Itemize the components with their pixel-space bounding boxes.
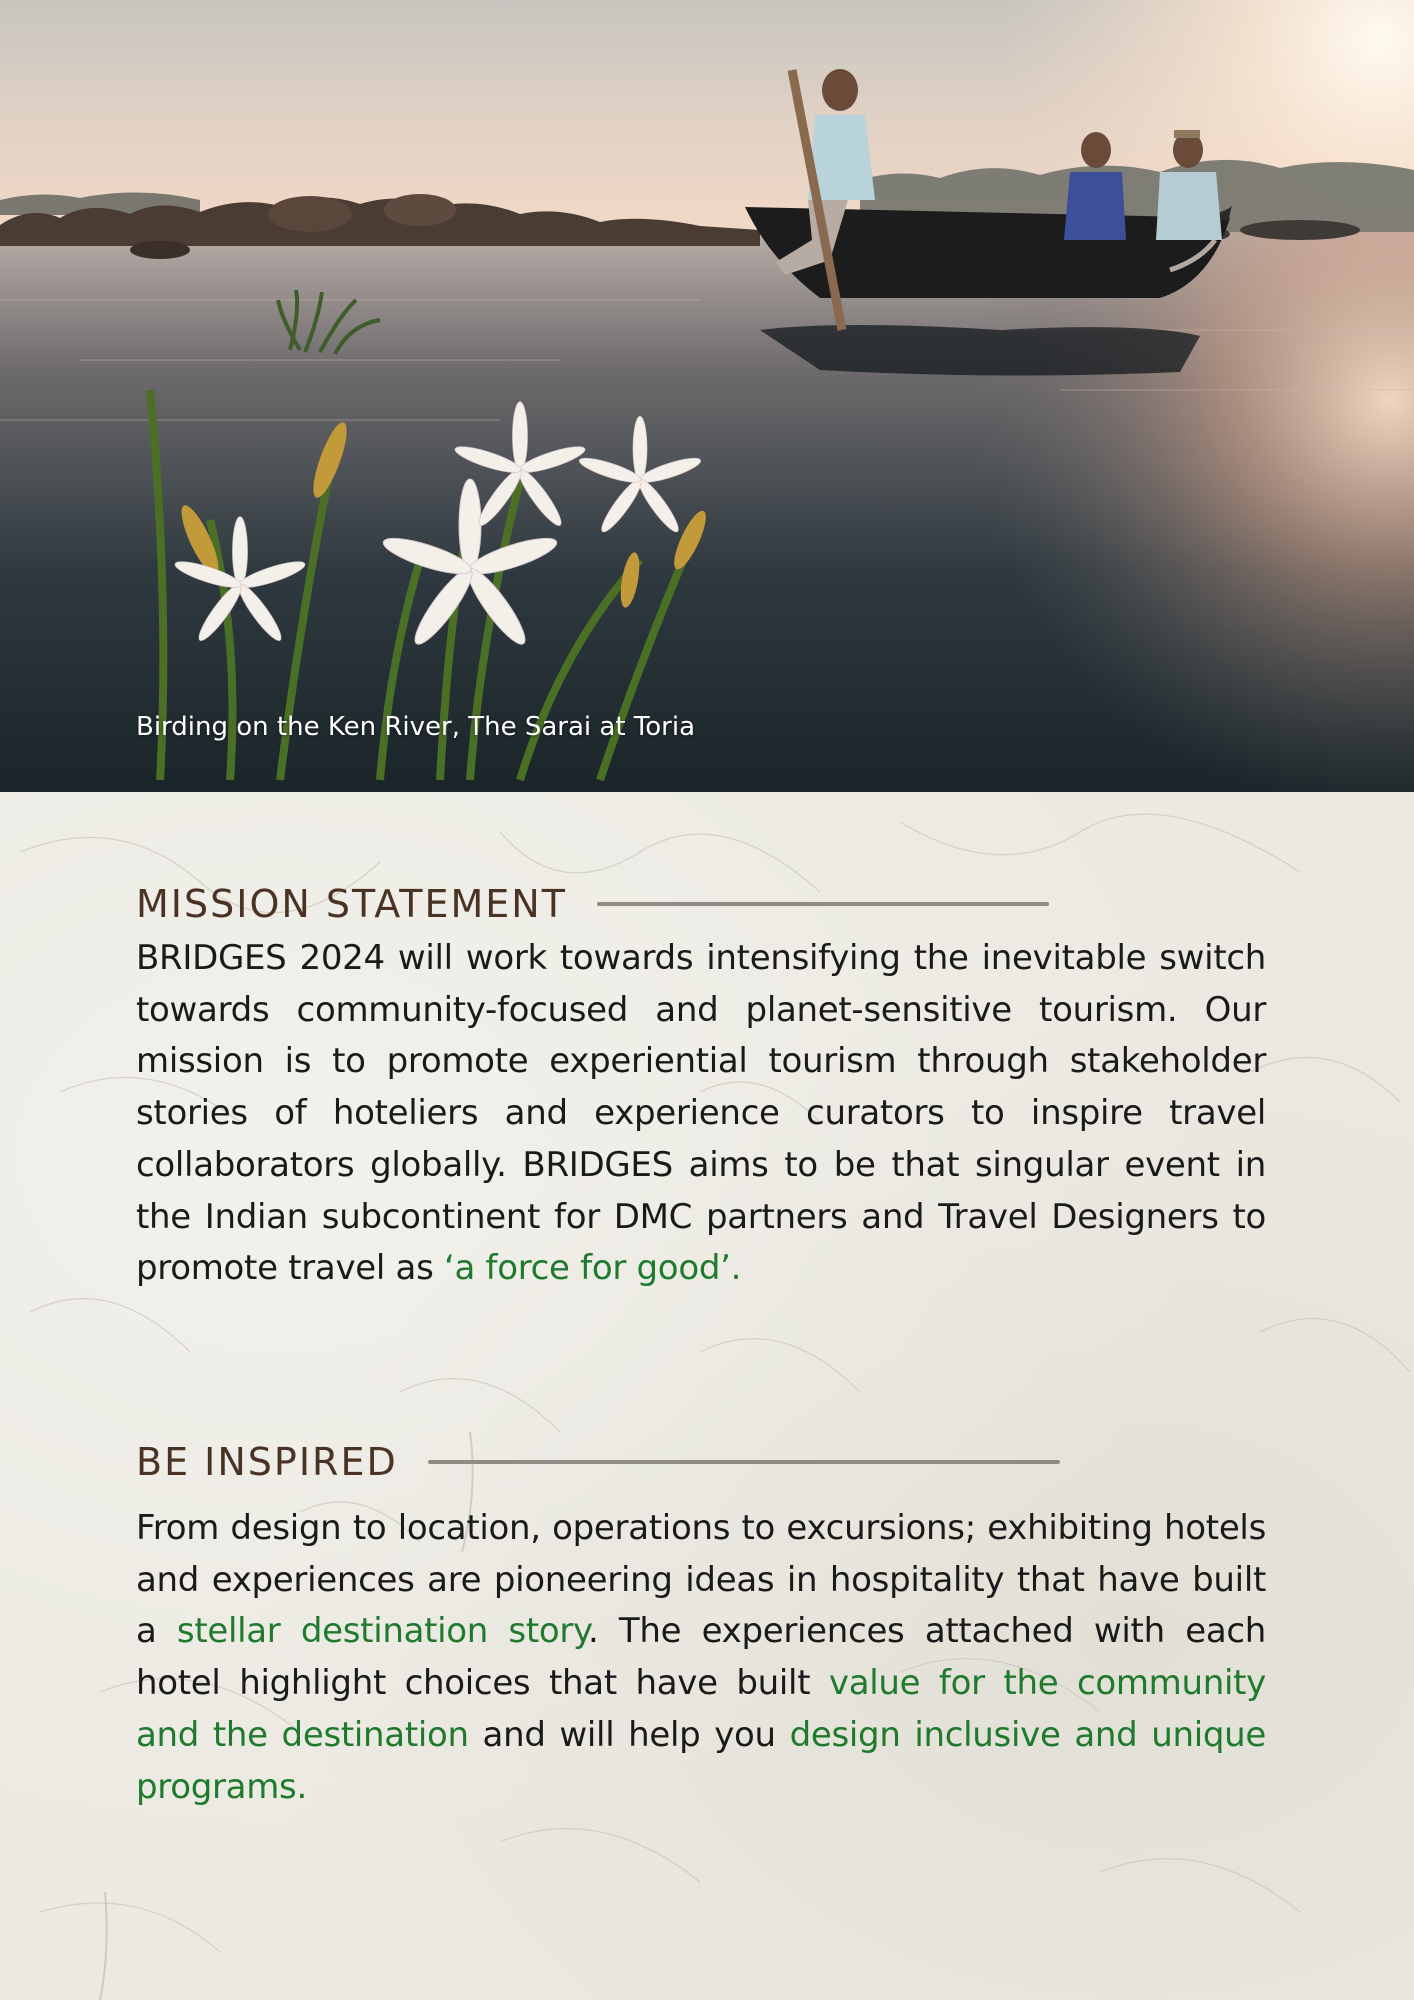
inspired-text-2: . The experiences attached with each hotel highlight choices that have built	[136, 1611, 1266, 1704]
mission-highlight: ‘a force for good’.	[444, 1248, 742, 1289]
hero-photo	[0, 0, 1414, 792]
inspired-highlight-3: design inclusive and unique programs.	[136, 1714, 1266, 1807]
inspired-highlight-1: stellar destination story	[176, 1611, 589, 1652]
mission-section-header	[136, 882, 1049, 926]
inspired-text-3: and will help you	[468, 1714, 790, 1755]
inspired-text-1: From design to location, operations to excursions; exhibiting hotels and experiences are pioneering ideas in hospitality that have built a	[136, 1508, 1266, 1652]
photo-caption: Birding on the Ken River, The Sarai at Toria	[136, 712, 696, 742]
mission-heading: MISSION STATEMENT	[136, 882, 567, 926]
mission-paragraph	[136, 933, 1266, 1295]
inspired-highlight-2: value for the community and the destination	[136, 1663, 1266, 1755]
mission-heading-rule	[597, 902, 1049, 906]
inspired-heading-rule	[428, 1460, 1060, 1464]
mission-text: BRIDGES 2024 will work towards intensifying the inevitable switch towards community-focused and planet-sensitive tourism. Our mission is to promote experiential tourism through stakeholder stories of hoteliers and experience curators to inspire travel collaborators globally. BRIDGES aims to be that singular event in the Indian subcontinent for DMC partners and Travel Designers to promote travel as	[136, 938, 1266, 1289]
inspired-paragraph	[136, 1503, 1266, 1813]
inspired-section-header	[136, 1440, 1060, 1484]
paper-background	[0, 792, 1414, 2000]
inspired-heading: BE INSPIRED	[136, 1440, 398, 1484]
river-scene-illustration	[0, 0, 1414, 792]
